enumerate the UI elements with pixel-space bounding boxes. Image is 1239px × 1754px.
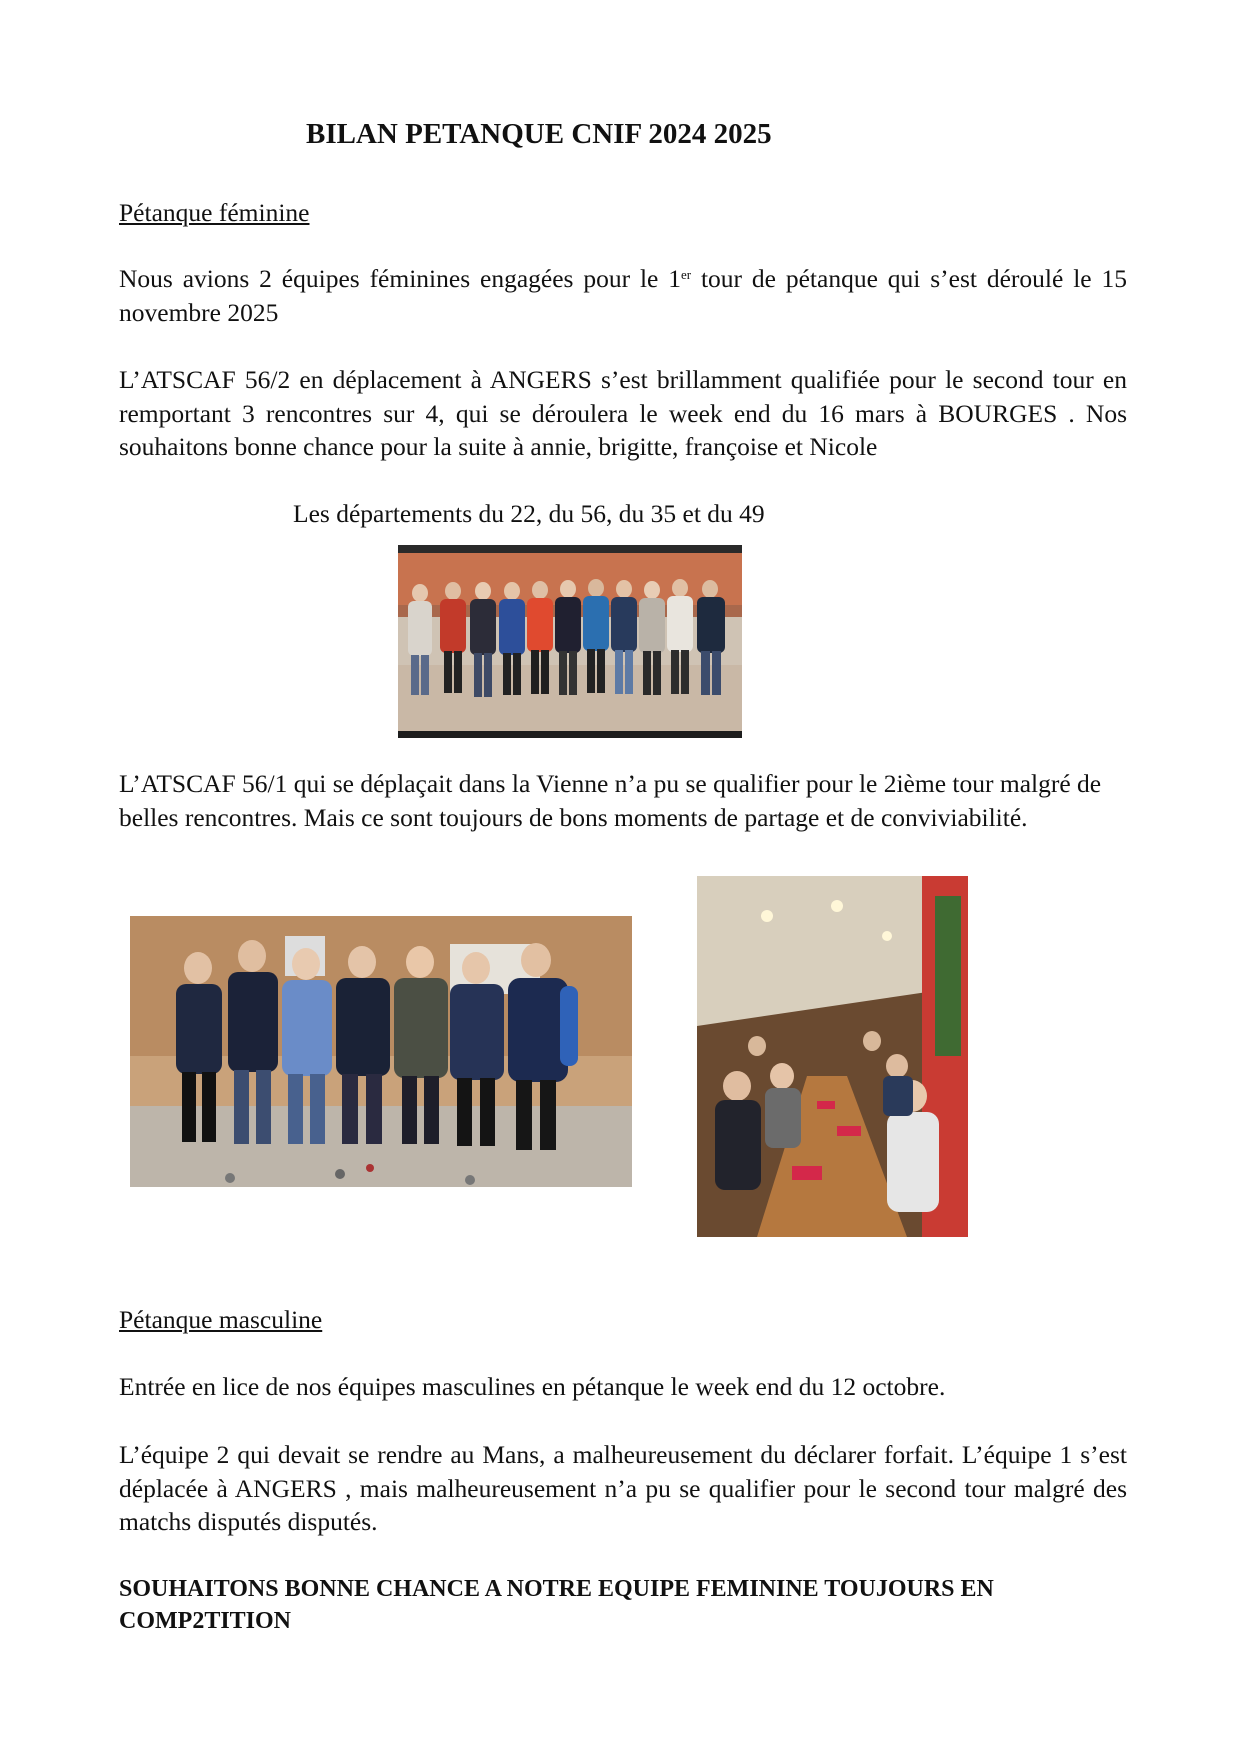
team-photo-vienne xyxy=(130,916,632,1187)
feminine-intro-paragraph xyxy=(119,262,1127,329)
document-title: BILAN PETANQUE CNIF 2024 2025 xyxy=(306,118,772,150)
restaurant-photo xyxy=(697,876,968,1237)
intro-text: Nous avions 2 équipes féminines engagées pour le 1 xyxy=(119,264,681,293)
photo-caption: Les départements du 22, du 56, du 35 et du 49 xyxy=(293,499,765,528)
ordinal-superscript: er xyxy=(680,267,692,282)
closing-message: SOUHAITONS BONNE CHANCE A NOTRE EQUIPE FEMININE TOUJOURS EN COMP2TITION xyxy=(119,1576,994,1634)
section-heading-masculine: Pétanque masculine xyxy=(119,1305,323,1334)
feminine-paragraph-angers: L’ATSCAF 56/2 en déplacement à ANGERS s’est brillamment qualifiée pour le second tour en remportant 3 rencontres sur 4, qui se déroulera le week end du 16 mars à BOURGES . Nos souhaitons bonne chance pour la suite à annie, brigitte, françoise et Nicole xyxy=(119,365,1127,461)
intro-text-rest: tour de pétanque qui s’est déroulé le 15 novembre 2025 xyxy=(119,264,1127,327)
group-photo-departments xyxy=(398,545,742,738)
section-heading-feminine: Pétanque féminine xyxy=(119,198,310,227)
masculine-paragraph-intro: Entrée en lice de nos équipes masculines en pétanque le week end du 12 octobre. xyxy=(119,1372,946,1401)
feminine-paragraph-vienne: L’ATSCAF 56/1 qui se déplaçait dans la Vienne n’a pu se qualifier pour le 2ième tour malgré de belles rencontres. Mais ce sont toujours de bons moments de partage et de conviviabilité. xyxy=(119,769,1102,832)
masculine-paragraph-results: L’équipe 2 qui devait se rendre au Mans, a malheureusement du déclarer forfait. L’équipe 1 s’est déplacée à ANGERS , mais malheureusement n’a pu se qualifier pour le second tour malgré des matchs disputés disputés. xyxy=(119,1440,1127,1536)
